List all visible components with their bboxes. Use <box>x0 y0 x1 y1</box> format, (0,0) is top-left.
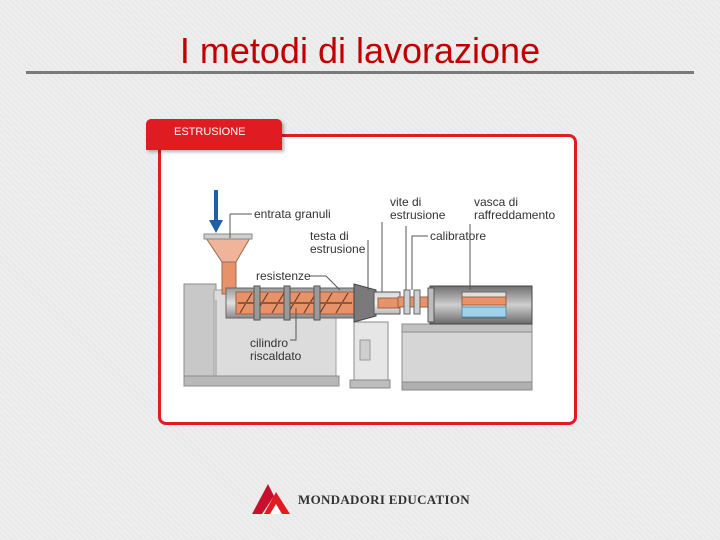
section-tab-label: ESTRUSIONE <box>174 126 246 138</box>
feed-arrow <box>209 190 223 233</box>
footer-brand: MONDADORI EDUCATION <box>298 492 470 507</box>
label-vite-line1: vite di <box>390 195 422 209</box>
barrel <box>226 286 360 320</box>
label-vasca-line1: vasca di <box>474 195 519 209</box>
label-entrata-granuli: entrata granuli <box>254 207 331 221</box>
page-title: I metodi di lavorazione <box>179 30 541 71</box>
label-cilindro-line1: cilindro <box>250 336 289 350</box>
cooling-tank <box>428 286 532 324</box>
label-vite-line2: estrusione <box>390 208 446 222</box>
label-testa-line1: testa di <box>310 229 349 243</box>
label-testa-line2: estrusione <box>310 242 366 256</box>
label-vasca-line2: raffreddamento <box>474 208 556 222</box>
label-resistenze: resistenze <box>256 269 311 283</box>
label-cilindro-line2: riscaldato <box>250 349 302 363</box>
cooling-base <box>402 324 532 390</box>
head-support <box>350 322 390 388</box>
extrusion-head <box>354 284 400 322</box>
mondadori-logo-icon <box>250 480 294 516</box>
label-calibratore: calibratore <box>430 229 487 243</box>
